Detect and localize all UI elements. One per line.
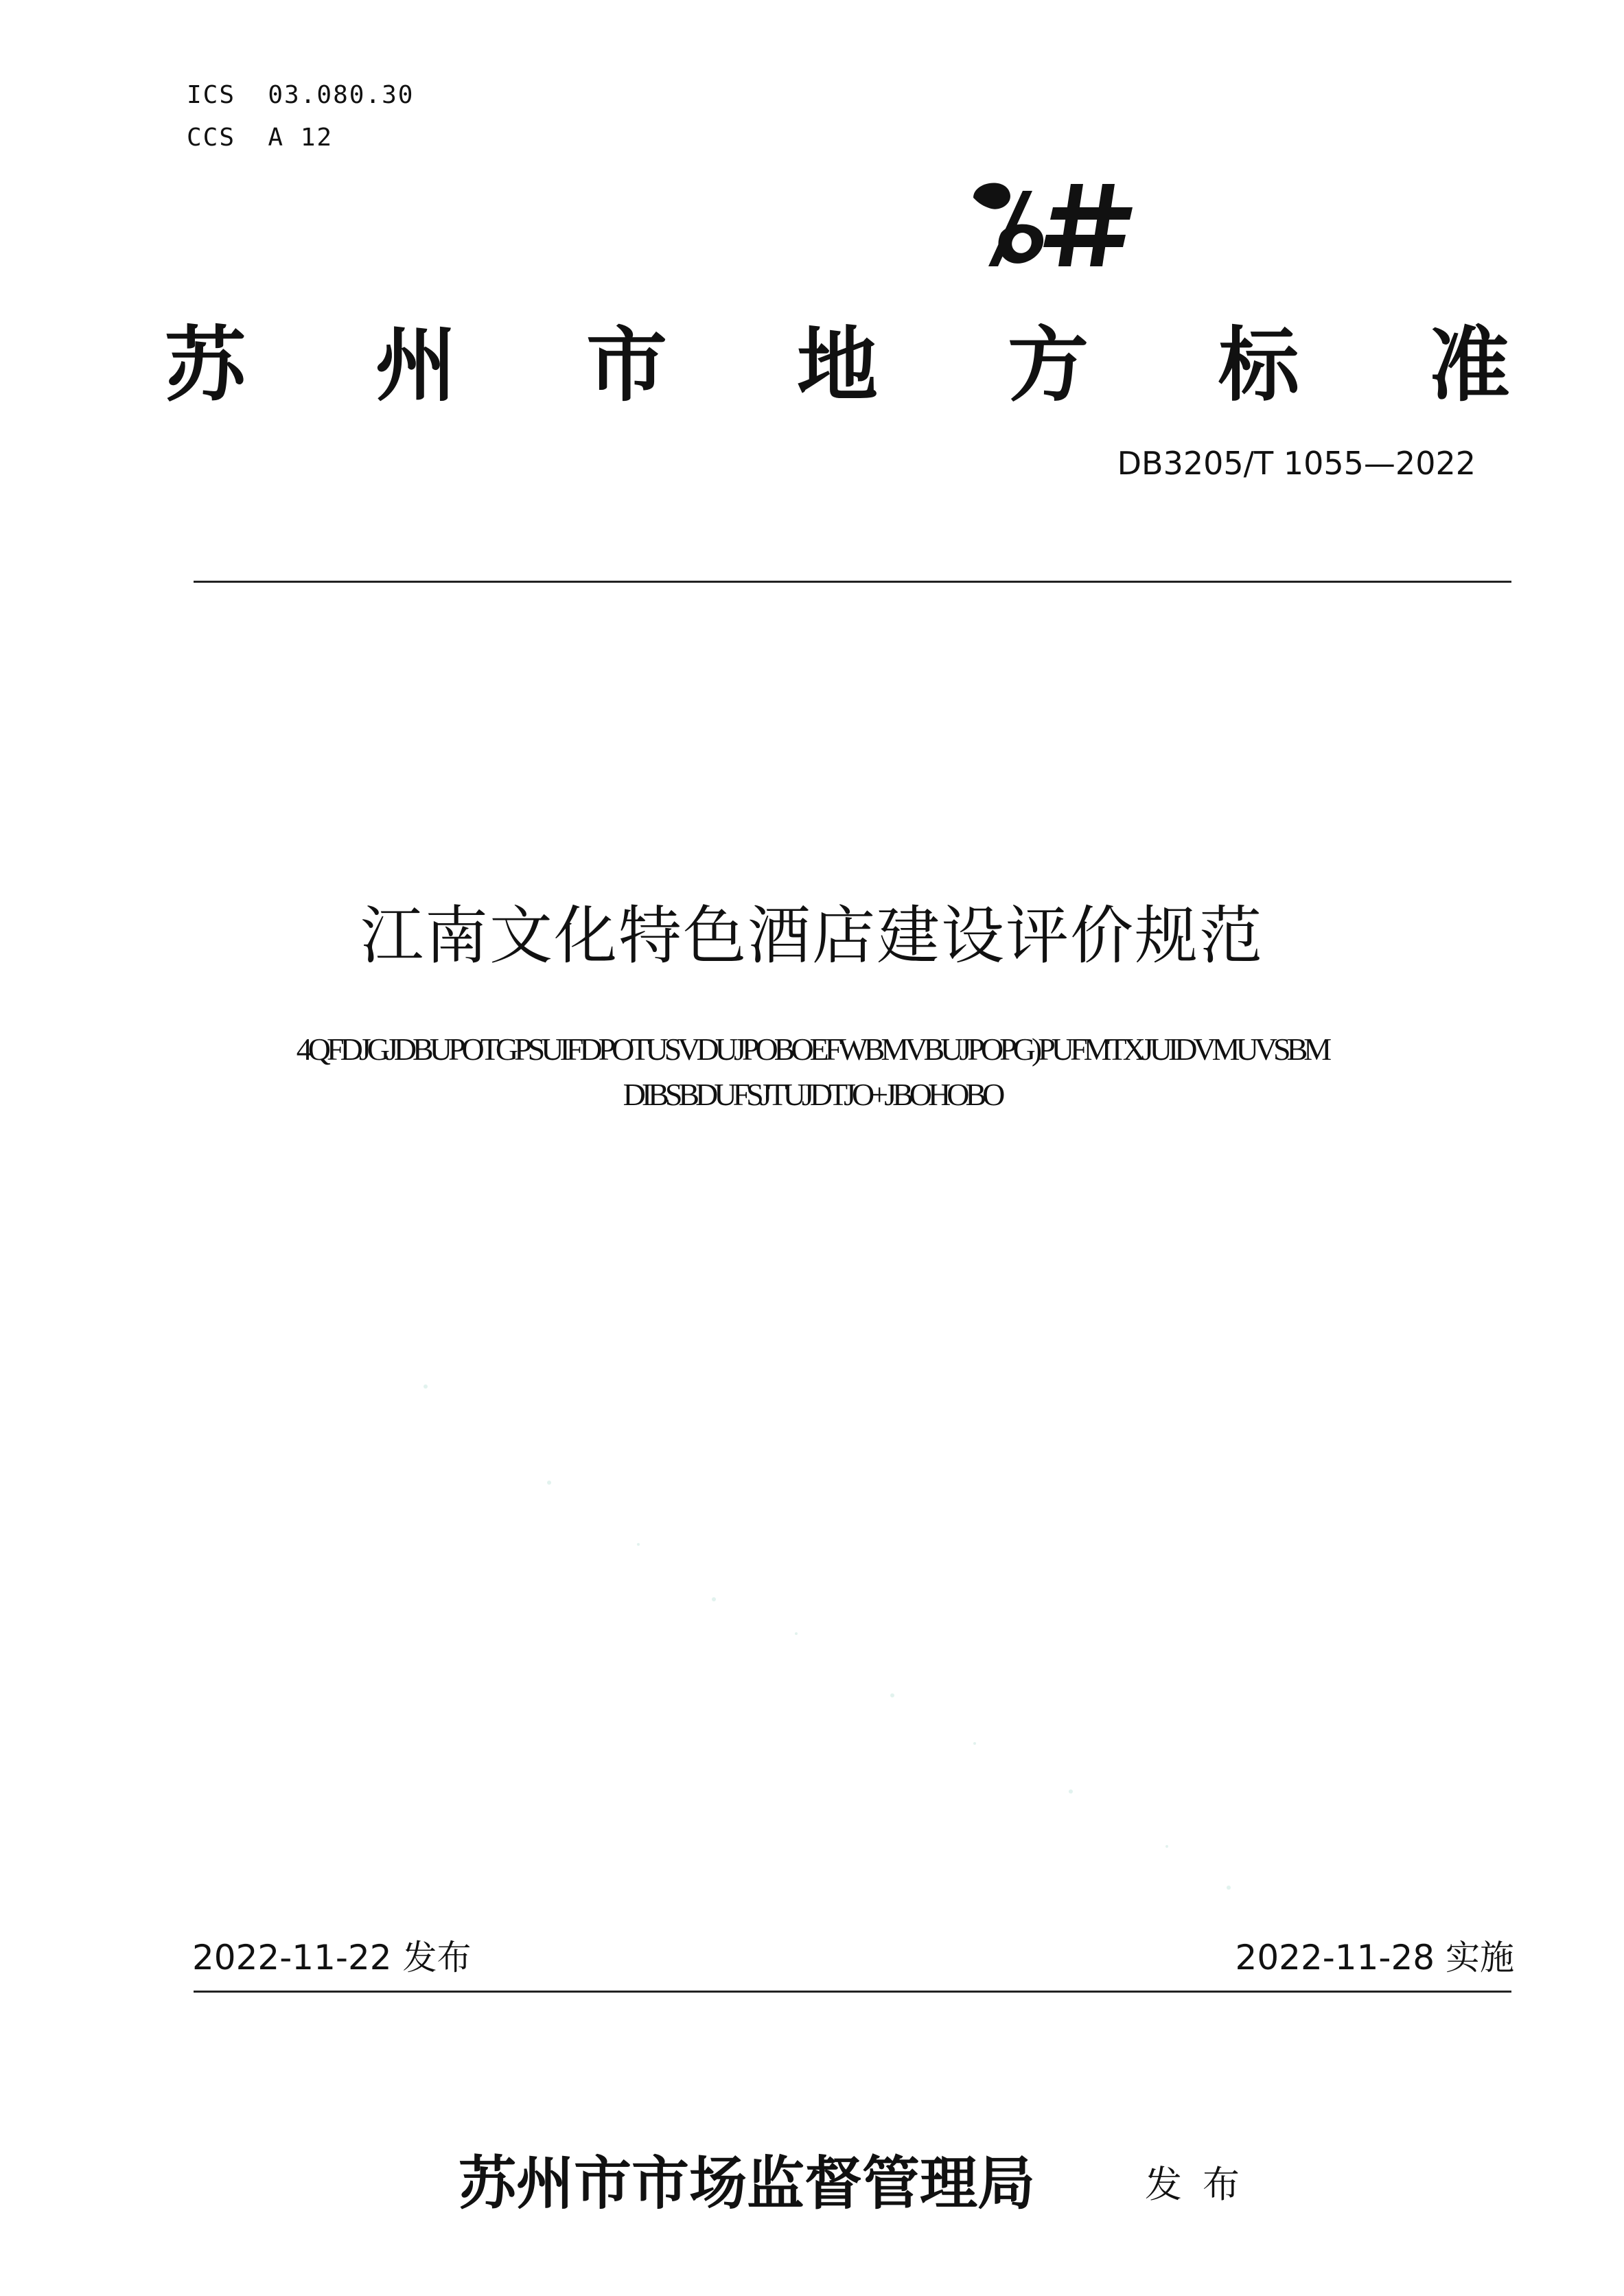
standard-title-char: 州: [375, 317, 456, 413]
standard-title-char: 市: [585, 317, 667, 413]
standard-title-char: 苏: [165, 317, 246, 413]
issue-label: 发布: [1145, 2163, 1260, 2206]
english-title-line-1: 4QFDJGJDBUPOTGPSUIFDPOTUSVDUJPOBOEFWBMVBUJPOPG)PUFMTXJUIDVMUVSBM: [296, 1032, 1328, 1067]
bottom-divider: [194, 1991, 1511, 1993]
document-title: 江南文化特色酒店建设评价规范: [360, 899, 1264, 973]
implementation-date: 2022-11-28 实施: [1235, 1938, 1514, 1978]
db-logo-icon: [961, 170, 1139, 273]
english-title-line-2: DIBSBDUFSJTUJDTJO+JBOHOBO: [623, 1077, 1001, 1112]
standard-title-char: 地: [796, 317, 878, 413]
standard-title-char: 准: [1428, 317, 1510, 413]
ics-code: ICS 03.080.30: [187, 81, 415, 109]
standard-title-char: 标: [1218, 317, 1299, 413]
standard-number: DB3205/T 1055—2022: [1117, 445, 1476, 482]
standard-title-char: 方: [1007, 317, 1089, 413]
issuing-authority: 苏州市市场监督管理局: [459, 2149, 1036, 2217]
standard-type-title: [165, 310, 1510, 420]
publish-date: 2022-11-22 发布: [192, 1938, 472, 1978]
top-divider: [194, 581, 1511, 583]
ccs-code: CCS A 12: [187, 124, 334, 152]
